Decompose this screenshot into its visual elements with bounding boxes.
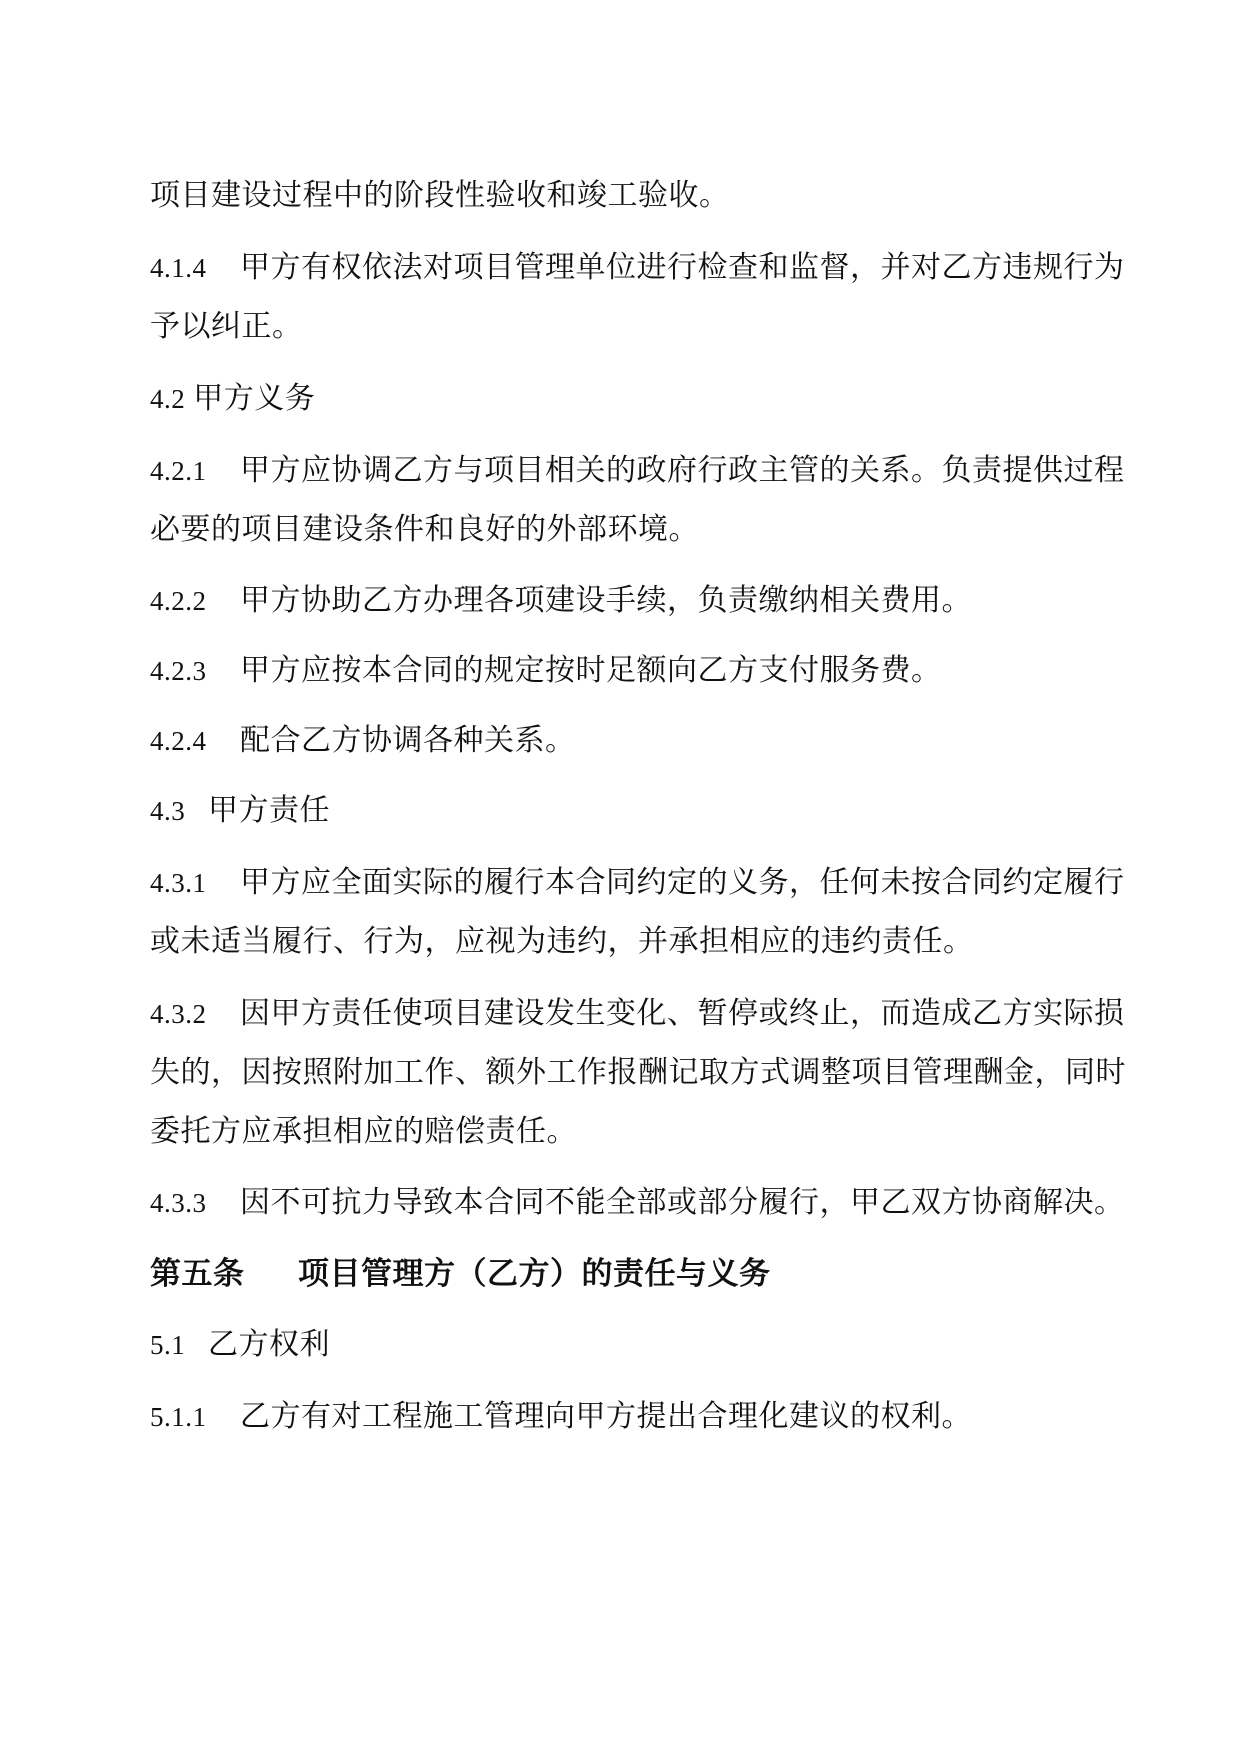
article-number: 第五条	[150, 1256, 245, 1292]
paragraph-line	[150, 1049, 1126, 1097]
clause-text: 甲方协助乙方办理各项建设手续，负责缴纳相关费用。	[240, 583, 972, 618]
clause-number: 4.2.3	[150, 656, 207, 686]
clause-number: 4.2.4	[150, 726, 207, 756]
paragraph-line	[150, 506, 1100, 554]
clause-4-3-3	[150, 1179, 1125, 1227]
clause-text: 乙方有对工程施工管理向甲方提出合理化建议的权利。	[240, 1399, 972, 1434]
clause-text: 甲方应按本合同的规定按时足额向乙方支付服务费。	[240, 653, 942, 688]
clause-text: 甲方应全面实际的履行本合同约定的义务，任何未按合同约定履行	[240, 865, 1125, 900]
clause-number: 4.3.3	[150, 1188, 207, 1218]
clause-4-2-4	[150, 717, 1100, 765]
section-title: 甲方责任	[208, 793, 330, 828]
clause-4-3-1	[150, 859, 1125, 907]
article-5-heading	[150, 1250, 1100, 1298]
clause-4-1-4	[150, 244, 1125, 292]
clause-4-3-2	[150, 990, 1125, 1038]
clause-5-1-1	[150, 1393, 1100, 1441]
line-text: 必要的项目建设条件和良好的外部环境。	[150, 512, 699, 547]
clause-text: 甲方应协调乙方与项目相关的政府行政主管的关系。负责提供过程	[240, 453, 1125, 488]
clause-number: 4.1.4	[150, 253, 207, 283]
paragraph-line	[150, 1108, 1100, 1156]
section-4-2-heading	[150, 375, 1100, 423]
clause-number: 5.1.1	[150, 1402, 207, 1432]
section-number: 5.1	[150, 1330, 186, 1360]
section-title: 乙方权利	[208, 1327, 330, 1362]
clause-text: 甲方有权依法对项目管理单位进行检查和监督，并对乙方违规行为	[240, 250, 1125, 285]
clause-number: 4.3.2	[150, 999, 207, 1029]
clause-number: 4.2.1	[150, 456, 207, 486]
clause-4-2-1	[150, 447, 1125, 495]
clause-number: 4.3.1	[150, 868, 207, 898]
paragraph-line	[150, 172, 1100, 220]
paragraph-line	[150, 918, 1100, 966]
clause-number: 4.2.2	[150, 586, 207, 616]
section-number: 4.3	[150, 796, 186, 826]
line-text: 项目建设过程中的阶段性验收和竣工验收。	[150, 178, 730, 213]
section-number: 4.2	[150, 384, 186, 414]
section-title: 甲方义务	[193, 381, 316, 416]
line-text: 予以纠正。	[150, 309, 303, 344]
clause-text: 因甲方责任使项目建设发生变化、暂停或终止，而造成乙方实际损	[240, 996, 1125, 1031]
section-5-1-heading	[150, 1321, 1100, 1369]
paragraph-line	[150, 303, 1100, 351]
clause-text: 因不可抗力导致本合同不能全部或部分履行，甲乙双方协商解决。	[240, 1185, 1125, 1220]
clause-4-2-2	[150, 577, 1100, 625]
line-text: 失的，因按照附加工作、额外工作报酬记取方式调整项目管理酬金，同时	[150, 1055, 1126, 1090]
clause-text: 配合乙方协调各种关系。	[240, 723, 576, 758]
line-text: 委托方应承担相应的赔偿责任。	[150, 1114, 577, 1149]
section-4-3-heading	[150, 787, 1100, 835]
clause-4-2-3	[150, 647, 1100, 695]
line-text: 或未适当履行、行为，应视为违约，并承担相应的违约责任。	[150, 924, 974, 959]
article-title: 项目管理方（乙方）的责任与义务	[298, 1256, 771, 1292]
